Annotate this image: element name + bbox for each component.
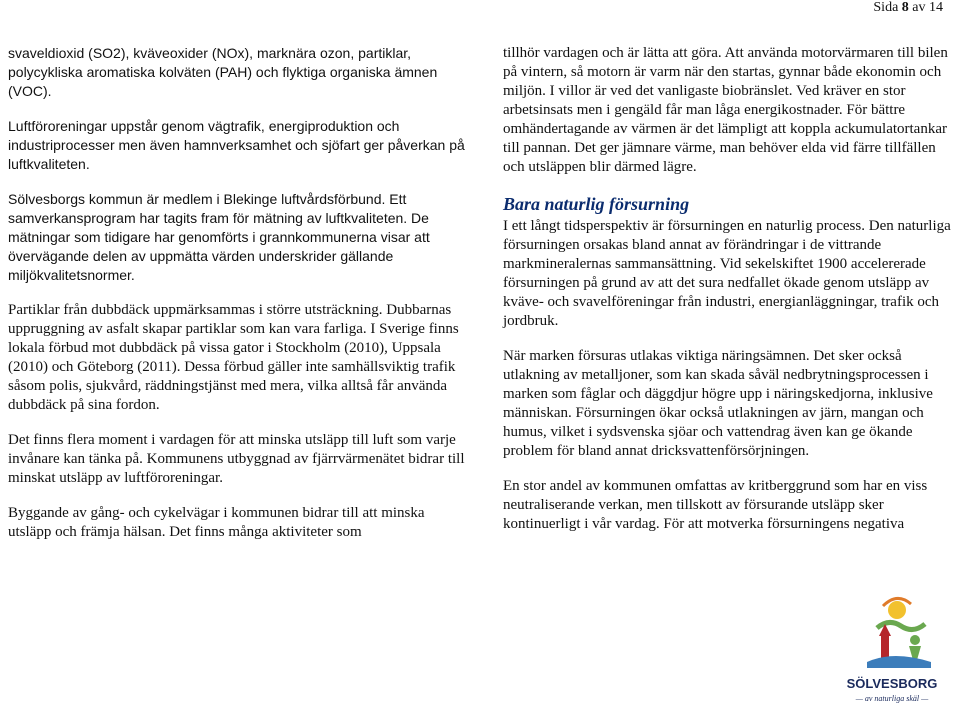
paragraph-studded-tires: Partiklar från dubbdäck uppmärksammas i större utsträckning. Dubbarnas uppruggning av asfalt skapar partiklar som kan vara farliga. I Sverige finns lokala förbud mot dubbdäck på vissa gator i Stockholm (2010), Uppsala (2010) och Göteborg (2011). Dessa förbud gäller inte samhällsviktig trafik såsom polis, sjukvård, räddningstjänst med mera, vilka alltså får använda dubbdäck på sina fordon.	[8, 302, 459, 413]
logo-tagline: — av naturliga skäl —	[855, 694, 929, 703]
solvesborg-logo	[837, 588, 947, 710]
page-separator: av	[908, 0, 929, 15]
paragraph-everyday-actions: tillhör vardagen och är lätta att göra. Att använda motorvärmaren till bilen på vintern, så motorn är varm när den startas, gynnar både ekonomin och miljön. I villor är ved det vanligaste biobränslet. Ved kräver en stor arbetsinsats men i gengäld får man låga energikostnader. För bättre omhändertagande av värmen är det lämpligt att koppla ackumulatortankar till pannan. Det ger jämnare värme, man behöver elda vid färre tillfällen och utsläppen blir därmed lägre.	[503, 45, 948, 175]
paragraph-cycle-paths: Byggande av gång- och cykelvägar i kommunen bidrar till att minska utsläpp och främja hälsan. Det finns många aktiviteter som	[8, 505, 425, 540]
paragraph-natural-acidification: I ett långt tidsperspektiv är försurningen en naturlig process. Den naturliga försurningen orsakas bland annat av förändringar i de vittrande markmineralernas sammansättning. Vid sekelskiftet 1900 accelererade försurningen på grund av att det sura nedfallet ökade genom utsläpp av kväve- och svavelföreningar från industri, energianläggningar, trafik och jordbruk.	[503, 218, 951, 329]
logo-name: SÖLVESBORG	[846, 676, 938, 691]
left-column	[8, 44, 470, 558]
paragraph-air-quality-association: Sölvesborgs kommun är medlem i Blekinge luftvårdsförbund. Ett samverkansprogram har tagits fram för mätning av luftkvaliteten. De mätningar som tidigare har genomförts i grannkommunerna visar att övervägande delen av uppmätta värden underskrider gällande miljökvalitetsnormer.	[8, 191, 430, 283]
section-heading-acidification: Bara naturlig försurning	[503, 194, 690, 214]
page-total: 14	[929, 0, 943, 15]
logo-water-icon	[867, 656, 931, 668]
page-prefix: Sida	[873, 0, 902, 15]
paragraph-leaching: När marken försuras utlakas viktiga näringsämnen. Det sker också utlakning av metalljoner, som kan skada såväl nedbrytningsprocessen i marken som fåglar och däggdjur högre upp i näringskedjorna, inklusive människan. Försurningen ökar också utlakningen av järn, mangan och humus, vilket i sydsvenska sjöar och vattendrag även kan ge ökande problem för bland annat dricksvattenförsörjningen.	[503, 348, 933, 459]
paragraph-district-heating: Det finns flera moment i vardagen för att minska utsläpp till luft som varje invånare kan tänka på. Kommunens utbyggnad av fjärrvärmenätet bidrar till minskat utsläpp av luftföroreningar.	[8, 432, 465, 486]
logo-church-icon	[881, 636, 889, 660]
paragraph-pollution-sources: Luftföroreningar uppstår genom vägtrafik, energiproduktion och industriprocesser men även hamnverksamhet och sjöfart ger påverkan på luftkvaliteten.	[8, 118, 465, 172]
paragraph-pollutants: svaveldioxid (SO2), kväveoxider (NOx), marknära ozon, partiklar, polycykliska aromatiska kolväten (PAH) och flyktiga organiska ämnen (VOC).	[8, 45, 438, 99]
page-current: 8	[901, 0, 909, 15]
logo-figure-icon	[910, 635, 920, 645]
paragraph-chalk-bedrock: En stor andel av kommunen omfattas av kritberggrund som har en viss neutraliserande verkan, men tillskott av försurande utsläpp sker kontinuerligt i vår vardag. För att motverka försurningens negativa	[503, 478, 928, 532]
page-number	[873, 0, 943, 16]
logo-sun-icon	[888, 601, 906, 619]
right-column	[503, 44, 955, 550]
